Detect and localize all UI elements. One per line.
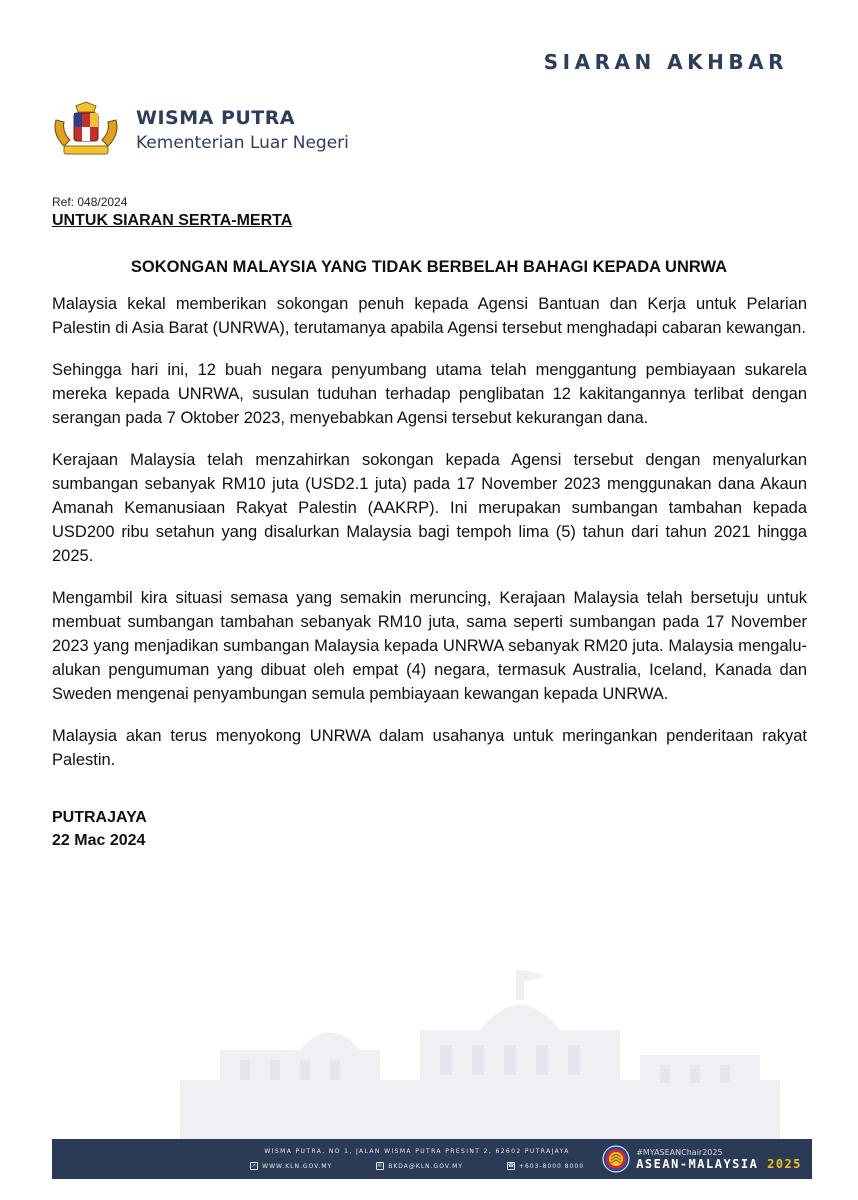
globe-icon: ↗ — [251, 1163, 257, 1169]
coat-of-arms-icon — [50, 100, 122, 160]
letterhead — [50, 100, 349, 160]
paragraph: Malaysia kekal memberikan sokongan penuh kepada Agensi Bantuan dan Kerja untuk Pelarian Palestin di Asia Barat (UNRWA), terutamanya apabila Agensi tersebut menghadapi cabaran kewangan. — [52, 295, 807, 337]
signoff-date: 22 Mac 2024 — [52, 832, 146, 849]
footer-bar — [52, 1139, 812, 1179]
website-text: WWW.KLN.GOV.MY — [262, 1162, 333, 1170]
mail-icon: ✉ — [377, 1163, 383, 1169]
phone-text: +603-8000 8000 — [518, 1162, 585, 1170]
document-title: SOKONGAN MALAYSIA YANG TIDAK BERBELAH BAHAGI KEPADA UNRWA — [130, 258, 728, 276]
document-body — [52, 292, 807, 790]
asean-branding — [602, 1145, 802, 1173]
footer-email[interactable] — [376, 1162, 463, 1170]
footer-address: WISMA PUTRA, NO 1, JALAN WISMA PUTRA PRESINT 2, 62602 PUTRAJAYA — [264, 1148, 570, 1155]
signoff-place: PUTRAJAYA — [52, 809, 147, 826]
asean-title — [636, 1157, 802, 1171]
reference-number: Ref: 048/2024 — [52, 195, 128, 209]
press-release-label: SIARAN AKHBAR — [543, 50, 788, 74]
asean-year: 2025 — [767, 1156, 802, 1171]
building-watermark-icon — [180, 960, 780, 1140]
footer-website[interactable] — [250, 1162, 332, 1170]
paragraph: Malaysia akan terus menyokong UNRWA dalam usahanya untuk meringankan penderitaan rakyat Palestin. — [52, 727, 807, 769]
paragraph: Mengambil kira situasi semasa yang semakin meruncing, Kerajaan Malaysia telah bersetuju untuk membuat sumbangan tambahan sebanyak RM10 juta, sama seperti sumbangan pada 17 November 2023 yang menjadikan sumbangan Malaysia kepada UNRWA sebanyak RM20 juta. Malaysia mengalu-alukan pengumuman yang dibuat oleh empat (4) negara, termasuk Australia, Iceland, Kanada dan Sweden mengenai penyambungan semula pembiayaan kewangan kepada UNRWA. — [52, 589, 807, 703]
footer-phone[interactable] — [507, 1162, 584, 1170]
org-name: WISMA PUTRA — [136, 107, 296, 129]
asean-hashtag: #MYASEANChair2025 — [636, 1147, 723, 1157]
release-instruction: UNTUK SIARAN SERTA-MERTA — [52, 212, 293, 229]
paragraph: Sehingga hari ini, 12 buah negara penyumbang utama telah menggantung pembiayaan sukarela mereka kepada UNRWA, susulan tuduhan terhadap penglibatan 12 kakitangannya terlibat dengan serangan pada 7 Oktober 2023, menyebabkan Agensi tersebut kekurangan dana. — [52, 361, 807, 427]
signoff — [52, 806, 147, 852]
asean-name-text: ASEAN-MALAYSIA — [636, 1156, 759, 1171]
email-text: BKDA@KLN.GOV.MY — [388, 1162, 463, 1170]
asean-emblem-icon — [602, 1145, 630, 1173]
paragraph: Kerajaan Malaysia telah menzahirkan sokongan kepada Agensi tersebut dengan menyalurkan sumbangan sebanyak RM10 juta (USD2.1 juta) pada 17 November 2023 menggunakan dana Akaun Amanah Kemanusiaan Rakyat Palestin (AAKRP). Ini merupakan sumbangan tambahan kepada USD200 ribu setahun yang disalurkan Malaysia bagi tempoh lima (5) tahun dari tahun 2021 hingga 2025. — [52, 451, 807, 565]
phone-icon: ☎ — [507, 1163, 516, 1169]
org-subtitle: Kementerian Luar Negeri — [136, 133, 349, 153]
